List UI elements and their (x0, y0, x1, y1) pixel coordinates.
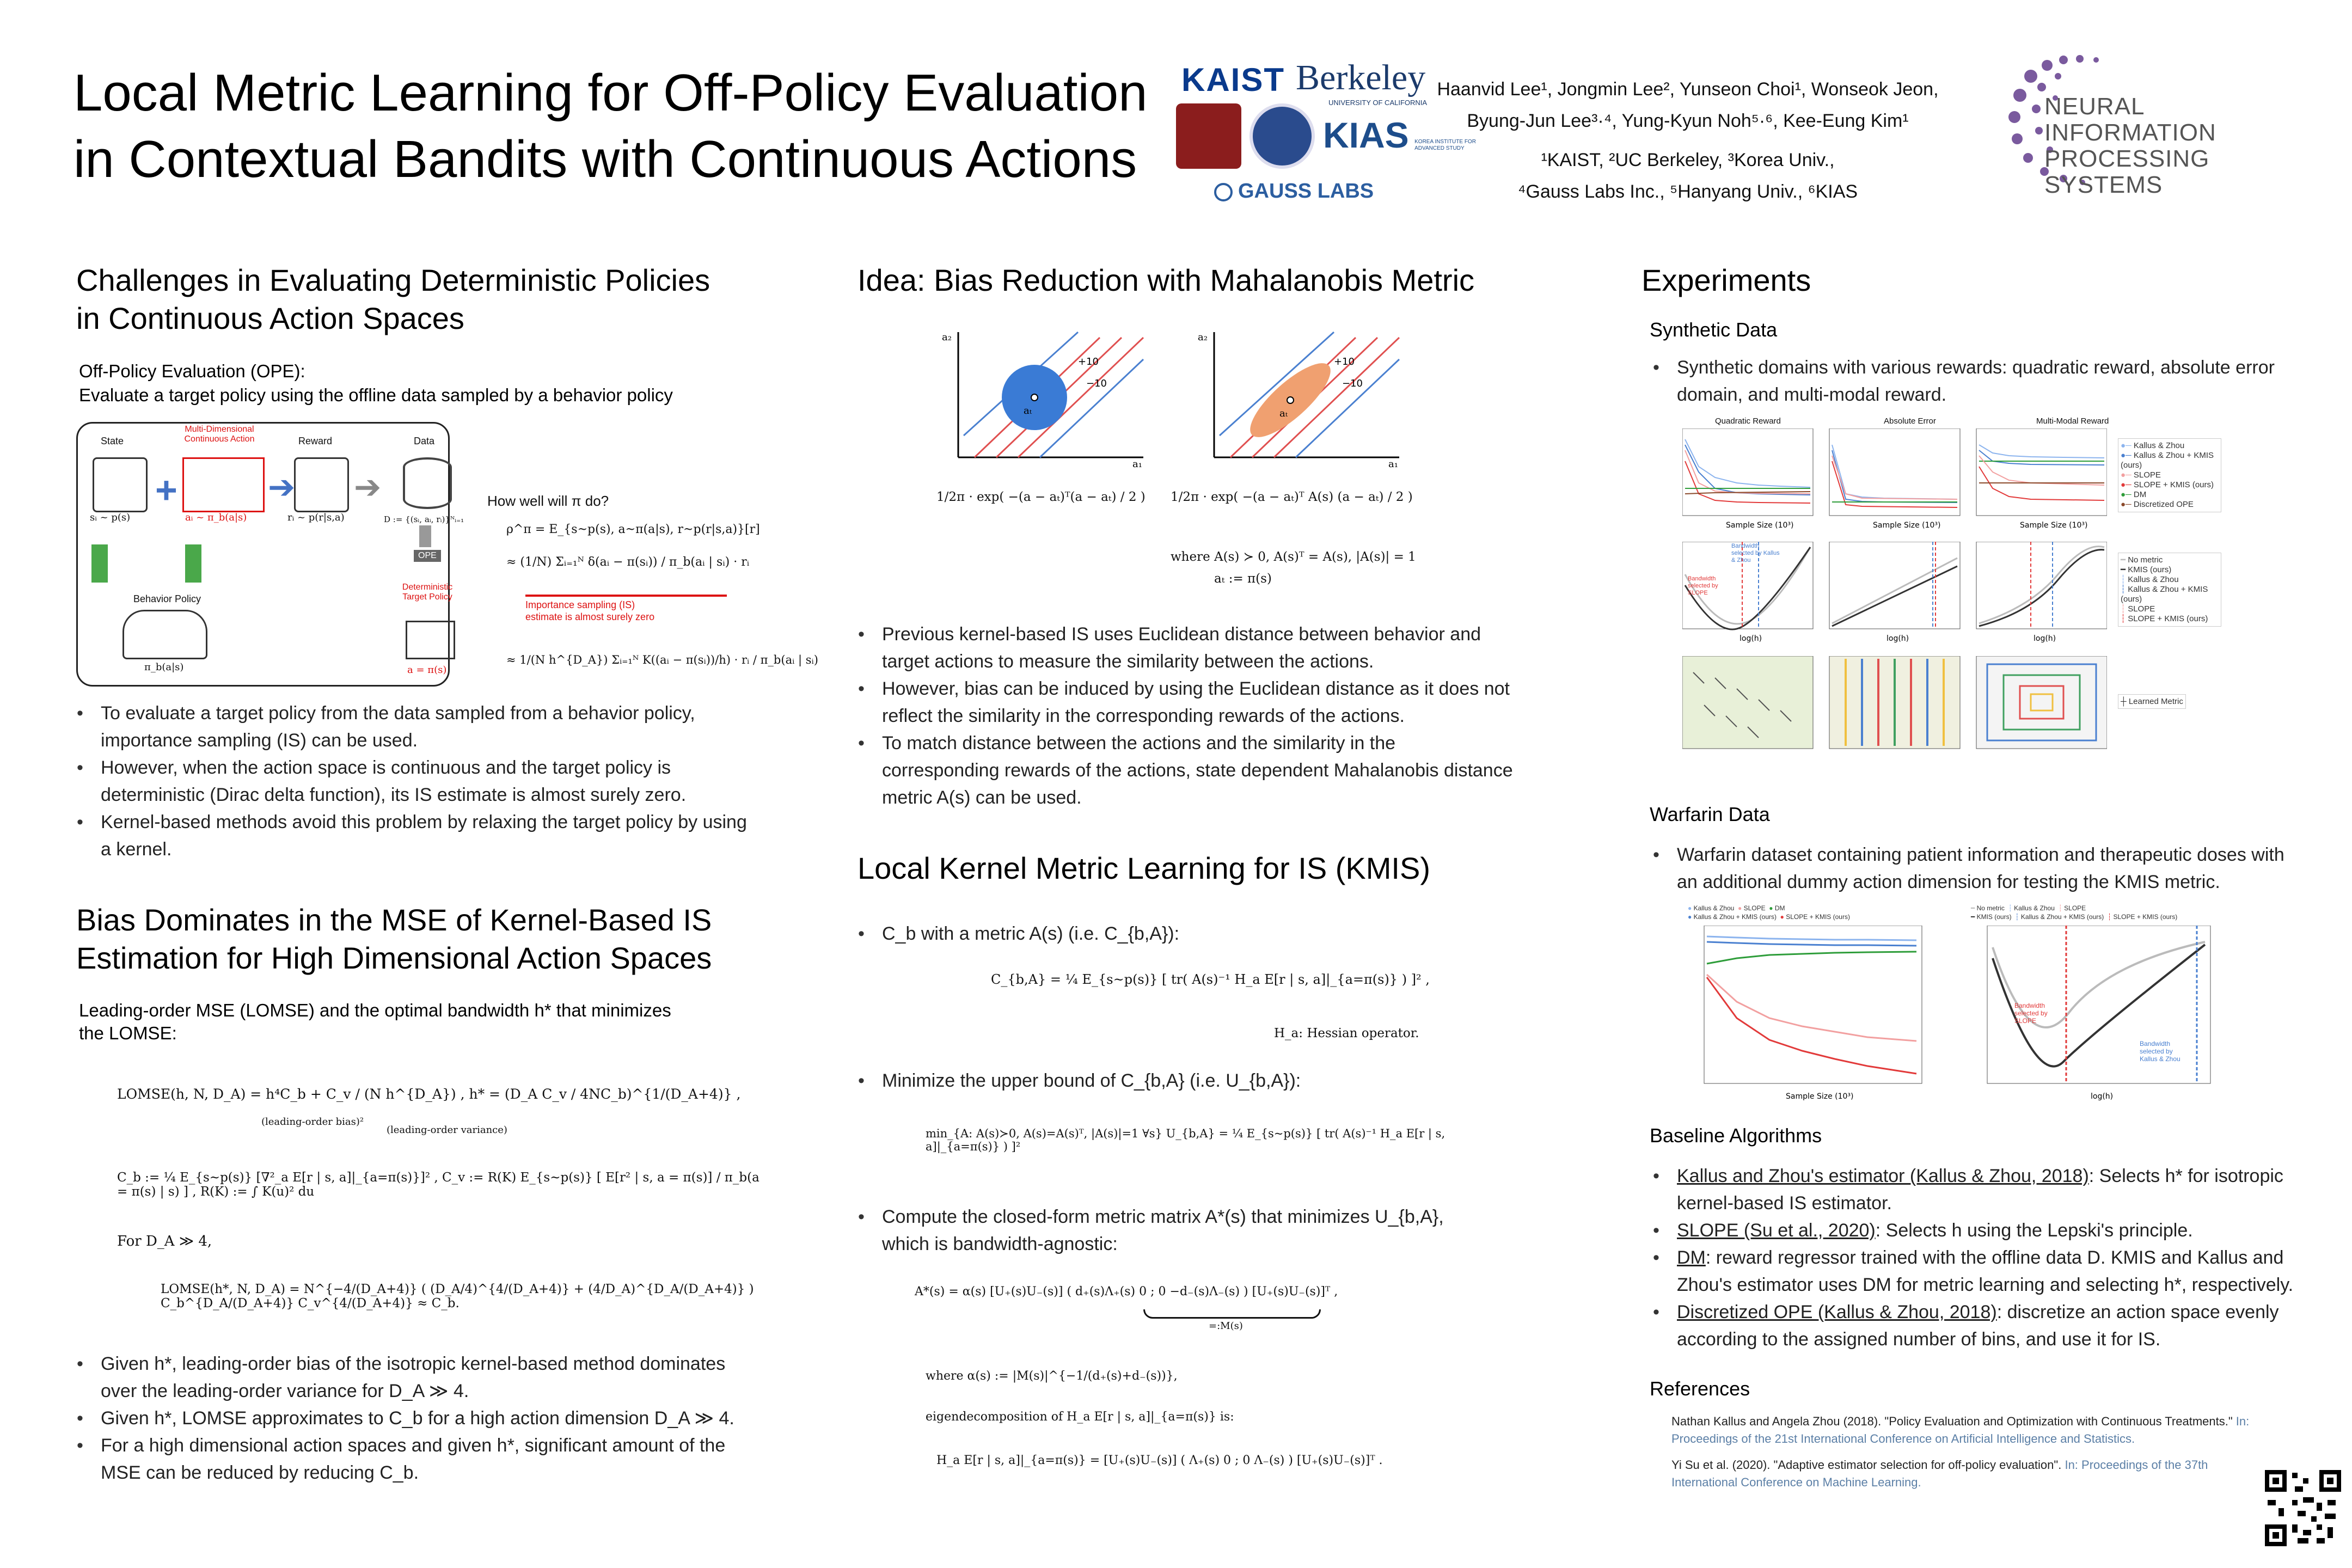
challenge-bullet-2: • However, when the action space is continuous and the target policy is deterministic (Dirac delta function), its IS estimate is almost surely zero. (101, 754, 749, 808)
baseline-item-slope (1677, 1217, 2319, 1244)
baseline-item-kz (1677, 1162, 2319, 1217)
behavior-policy-label: Behavior Policy (133, 593, 201, 604)
target-policy-math: a = π(s) (407, 664, 447, 676)
kias-wordmark: KIAS (1323, 115, 1409, 155)
war-legend1-text-4: DM (1774, 904, 1785, 912)
legend-2 (2118, 553, 2221, 627)
action-dist-label: aᵢ ~ π_b(a|s) (185, 512, 247, 523)
idea-bullet-2: • However, bias can be induced by using the Euclidean distance as it does not reflect the similarity in the corresponding rewards of the actions. (882, 675, 1514, 730)
left-minus10-label: −10 (1086, 378, 1107, 389)
legend2-text-3: Kallus & Zhou + KMIS (ours) (2121, 585, 2208, 604)
legend1-item-4: ●─ DM (2121, 490, 2147, 499)
neurips-text (2044, 94, 2308, 198)
reward-icon (294, 457, 349, 512)
challenge-bullet-3: • Kernel-based methods avoid this problem by relaxing the target policy by using a kernel. (101, 808, 749, 863)
bias-bullets (68, 1350, 749, 1486)
metric-plot-3 (1976, 656, 2107, 749)
legend2-item-4: ┆ SLOPE (2121, 604, 2155, 614)
legend2-item-0: ━ No metric (2121, 555, 2163, 565)
neurips-line-1: NEURAL INFORMATION (2044, 93, 2216, 146)
right-at-label: aₜ (1279, 408, 1288, 419)
war-x-label-logh: log(h) (2091, 1092, 2114, 1101)
kmis-bullet-2 (849, 1067, 1514, 1094)
plus-icon: + (155, 469, 177, 511)
legend1-item-2: ●─ SLOPE (2121, 470, 2161, 480)
section-kmis-title: Local Kernel Metric Learning for IS (KMIS) (857, 851, 1430, 885)
warfarin-mse-plot (1688, 904, 1933, 1105)
war-legend2-text-1: KMIS (ours) (1976, 913, 2012, 921)
eq-lomse: LOMSE(h, N, D_A) = h⁴C_b + C_v / (N h^{D_A}) , h* = (D_A C_v / 4NC_b)^{1/(D_A+4)} , (117, 1086, 741, 1102)
baseline-link-slope[interactable]: SLOPE (Su et al., 2020) (1677, 1220, 1876, 1241)
mse-plot-3 (1976, 428, 2107, 516)
right-minus10-label: −10 (1342, 378, 1363, 389)
eq-eig: H_a E[r | s, a]|_{a=π(s)} = [U₊(s)U₋(s)] ( Λ₊(s) 0 ; 0 Λ₋(s) ) [U₊(s)U₋(s)]ᵀ . (936, 1454, 1383, 1467)
kmis-item-3-line-1: Compute the closed-form metric matrix A*(s) that minimizes U_{b,A}, (882, 1206, 1444, 1227)
legend-3: ┼ Learned Metric (2118, 694, 2186, 709)
metric-plot-1 (1682, 656, 1813, 749)
reference-1 (1671, 1413, 2254, 1448)
war-mse-svg (1693, 926, 1927, 1105)
war-x-label: Sample Size (10³) (1786, 1092, 1854, 1101)
legend1-text-0: Kallus & Zhou (2133, 441, 2185, 450)
left-plus10-label: +10 (1078, 356, 1099, 367)
eq-var-label: (leading-order variance) (387, 1124, 507, 1136)
left-axis-a2: a₂ (942, 332, 952, 343)
kmis-bullet-1 (849, 920, 1514, 947)
right-axis-a2: a₂ (1198, 332, 1208, 343)
kmis-list-1 (849, 920, 1514, 947)
x-label-logh-3: log(h) (2033, 634, 2056, 643)
astar-underbrace (1143, 1309, 1321, 1319)
baseline-desc-kz: : Selects h* for isotropic kernel-based IS estimator. (1677, 1166, 2283, 1214)
affil-line-1: ¹KAIST, ²UC Berkeley, ³Korea Univ., (1541, 150, 1835, 170)
reference-1-venue: In: Proceedings of the 21st International Conference on Artificial Intelligence and Statistics. (1671, 1414, 2250, 1445)
war-legend2-text-3: Kallus & Zhou + KMIS (ours) (2020, 913, 2104, 921)
eq-is: ≈ (1/N) Σᵢ₌₁ᴺ δ(aᵢ − π(sᵢ)) / π_b(aᵢ | sᵢ) · rᵢ (506, 555, 750, 569)
legend2-item-3: ┆ Kallus & Zhou + KMIS (ours) (2121, 585, 2208, 604)
left-axis-a1: a₁ (1132, 458, 1142, 468)
section-challenges-title-l2: in Continuous Action Spaces (76, 301, 464, 335)
ope-definition (79, 359, 673, 407)
authors-block (1394, 74, 1982, 207)
affil-line-2: ⁴Gauss Labs Inc., ⁵Hanyang Univ., ⁶KIAS (1517, 181, 1858, 202)
x-label-sample-1: Sample Size (10³) (1726, 521, 1794, 530)
baseline-desc-disc: : discretize an action space evenly according to the assigned number of bins, and use it for IS. (1677, 1302, 2279, 1350)
war-legend1-text-0: Kallus & Zhou (1693, 904, 1735, 912)
qr-code-icon[interactable] (2265, 1470, 2341, 1546)
war-legend2-text-4: SLOPE (2064, 904, 2086, 912)
eq-cba: C_{b,A} = ¼ E_{s~p(s)} [ tr( A(s)⁻¹ H_a E[r | s, a]|_{a=π(s)} ) ]² , (991, 972, 1430, 987)
gauss-labs-logo (1214, 180, 1374, 203)
doctors-icon (122, 610, 207, 659)
war-bw-slope-annot: Bandwidth selected by SLOPE (2014, 1002, 2048, 1025)
ope-def-line-2: Evaluate a target policy using the offline data sampled by a behavior policy (79, 385, 673, 405)
reference-2-venue: In: Proceedings of the 37th International Conference on Machine Learning. (1671, 1458, 2208, 1489)
arrow-right-icon: ➔ (268, 469, 296, 505)
legend2-text-0: No metric (2128, 555, 2163, 565)
left-target-point (1031, 394, 1038, 401)
gauss-wordmark: GAUSS LABS (1238, 180, 1374, 203)
war-mse-frame (1704, 926, 1922, 1083)
data-label: Data (414, 436, 435, 446)
war-legend-2: ━ No metric ┆ Kallus & Zhou ┆ SLOPE ━ KMIS (ours) ┆ Kallus & Zhou + KMIS (ours) ┆ SLOPE + KMIS (ours) (1971, 904, 2178, 921)
is-note-line-2: estimate is almost surely zero (525, 611, 655, 622)
lomse-intro (79, 999, 671, 1045)
section-idea-title: Idea: Bias Reduction with Mahalanobis Metric (857, 263, 1475, 297)
legend1-text-3: SLOPE + KMIS (ours) (2133, 480, 2214, 489)
warfarin-bullet: • Warfarin dataset containing patient information and therapeutic doses with an additional dummy action dimension for testing the KMIS metric. (1677, 841, 2303, 896)
behavior-policy-math: π_b(a|s) (144, 661, 184, 673)
legend2-item-5: ┆ SLOPE + KMIS (ours) (2121, 614, 2208, 623)
idea-bullet-1: • Previous kernel-based IS uses Euclidean distance between behavior and target actions to measure the similarity between the actions. (882, 621, 1514, 675)
bias-bullet-2: • Given h*, LOMSE approximates to C_b for a high action dimension D_A ≫ 4. (101, 1405, 749, 1432)
gauss-icon (1214, 183, 1233, 201)
legend1-item-1: ●─ Kallus & Zhou + KMIS (ours) (2121, 451, 2214, 470)
monitor-icon (406, 621, 455, 659)
legend2-text-4: SLOPE (2128, 604, 2155, 614)
x-label-logh-1: log(h) (1739, 634, 1762, 643)
right-plus10-label: +10 (1334, 356, 1355, 367)
kmis-item-1: • C_b with a metric A(s) (i.e. C_{b,A}): (882, 920, 1514, 947)
bias-list (68, 1350, 749, 1486)
challenge-bullet-1: • To evaluate a target policy from the data sampled from a behavior policy, importance sampling (IS) can be used. (101, 700, 749, 754)
war-legend2-text-5: SLOPE + KMIS (ours) (2113, 913, 2178, 921)
section-bias-title-l2: Estimation for High Dimensional Action Spaces (76, 941, 712, 975)
eq-ms: =:M(s) (1209, 1320, 1243, 1332)
war-legend1-text-2: SLOPE (1743, 904, 1766, 912)
eq-where-a: where A(s) ≻ 0, A(s)ᵀ = A(s), |A(s)| = 1 (1171, 550, 1416, 564)
warfarin-list (1644, 841, 2303, 896)
baseline-link-dm[interactable]: DM (1677, 1247, 1706, 1268)
section-experiments-title: Experiments (1641, 263, 1811, 297)
learned-metric-row (1682, 656, 2107, 765)
baseline-desc-slope: : Selects h using the Lepski's principle. (1875, 1220, 2193, 1241)
question: How well will π do? (487, 493, 609, 509)
eq-astar: A*(s) = α(s) [U₊(s)U₋(s)] ( d₊(s)Λ₊(s) 0 ; 0 −d₋(s)Λ₋(s) ) [U₊(s)U₋(s)]ᵀ , (915, 1285, 1338, 1298)
lomse-intro-line-1: Leading-order MSE (LOMSE) and the optimal bandwidth h* that minimizes (79, 1000, 671, 1020)
legend1-text-1: Kallus & Zhou + KMIS (ours) (2121, 451, 2214, 470)
baseline-desc-dm: : reward regressor trained with the offline data D. KMIS and Kallus and Zhou's estimator uses DM for metric learning and selecting h*, respectively. (1677, 1247, 2294, 1295)
baseline-list (1644, 1162, 2319, 1353)
plot-title-quadratic: Quadratic Reward (1715, 416, 1781, 426)
legend1-item-5: ●─ Discretized OPE (2121, 500, 2194, 509)
state-label: State (101, 436, 124, 446)
ope-def-line-1: Off-Policy Evaluation (OPE): (79, 361, 305, 381)
bw-kz-annot: Bandwidth selected by Kallus & Zhou (1731, 543, 1780, 564)
lomse-intro-line-2: the LOMSE: (79, 1023, 177, 1043)
legend2-item-1: ━ KMIS (ours) (2121, 565, 2172, 574)
right-axis-a1: a₁ (1388, 458, 1398, 468)
bw-plot-2 (1829, 542, 1960, 629)
war-legend-1: ● Kallus & Zhou ● SLOPE ● DM ● Kallus & Zhou + KMIS (ours) ● SLOPE + KMIS (ours) (1688, 904, 1850, 921)
hanyang-univ-seal (1250, 103, 1315, 169)
target-policy-label: Deterministic Target Policy (402, 583, 453, 602)
legend2-text-5: SLOPE + KMIS (ours) (2128, 614, 2208, 623)
war-legend1-text-1: Kallus & Zhou + KMIS (ours) (1693, 913, 1777, 921)
berkeley-subtitle: UNIVERSITY OF CALIFORNIA (1328, 99, 1428, 107)
is-underline (525, 595, 727, 597)
warfarin-bullets (1644, 841, 2303, 896)
plot-title-multimodal: Multi-Modal Reward (2036, 416, 2109, 426)
idea-bullets (849, 621, 1514, 811)
baseline-bullets (1644, 1162, 2319, 1353)
synthetic-title: Synthetic Data (1650, 318, 1778, 341)
legend3-text-0: Learned Metric (2128, 697, 2183, 706)
section-challenges-title (76, 261, 784, 338)
x-label-sample-2: Sample Size (10³) (1873, 521, 1941, 530)
is-note-line-1: Importance sampling (IS) (525, 599, 635, 610)
challenges-list (68, 700, 749, 863)
neurips-logo (1982, 44, 2308, 196)
reward-label: Reward (298, 436, 333, 446)
warfarin-title: Warfarin Data (1650, 803, 1770, 825)
legend1-text-4: DM (2133, 490, 2147, 499)
authors-line-2: Byung-Jun Lee³·⁴, Yung-Kyun Noh⁵·⁶, Kee-Eung Kim¹ (1467, 111, 1909, 131)
eq-lomse-opt: LOMSE(h*, N, D_A) = N^{−4/(D_A+4)} ( (D_A/4)^{4/(D_A+4)} + (4/D_A)^{D_A/(D_A+4)} ) C_b^{D_A/(D_A+4)} C_v^{4/(D_A+4)} ≈ C_b. (161, 1282, 754, 1310)
bw-plot-3 (1976, 542, 2107, 629)
eq-for: For D_A ≫ 4, (117, 1233, 212, 1250)
eq-rho: ρ^π = E_{s~p(s), a~π(a|s), r~p(r|s,a)}[r] (506, 523, 760, 536)
legend1-text-2: SLOPE (2133, 470, 2161, 480)
legend1-item-3: ●─ SLOPE + KMIS (ours) (2121, 480, 2214, 489)
legend-1 (2118, 438, 2221, 512)
kmis-list-2 (849, 1067, 1514, 1094)
database-icon (403, 457, 452, 509)
arrow-to-data-icon: ➔ (354, 469, 382, 505)
reference-1-main: Nathan Kallus and Angela Zhou (2018). "Policy Evaluation and Optimization with Continuous Treatments." (1671, 1414, 2233, 1428)
left-at-label: aₜ (1024, 405, 1032, 416)
section-bias-title-l1: Bias Dominates in the MSE of Kernel-Based IS (76, 903, 712, 937)
poster-title (74, 60, 1152, 193)
bw-slope-annot: Bandwidth selected by SLOPE (1688, 575, 1718, 596)
dataset-label: D := {(sᵢ, aᵢ, rᵢ)}ᴺᵢ₌₁ (384, 514, 464, 524)
section-challenges-title-l1: Challenges in Evaluating Deterministic Policies (76, 263, 710, 297)
eq-minimize: min_{A: A(s)≻0, A(s)=A(s)ᵀ, |A(s)|=1 ∀s} U_{b,A} = ¼ E_{s~p(s)} [ tr( A(s)⁻¹ H_a E[r | s, a]|_{a=π(s)} ) ]² (926, 1127, 1445, 1153)
eq-alpha: where α(s) := |M(s)|^{−1/(d₊(s)+d₋(s))}, (926, 1369, 1178, 1383)
idea-bullet-3: • To match distance between the actions and the similarity in the corresponding rewards of the actions, state dependent Mahalanobis distance metric A(s) can be used. (882, 730, 1514, 811)
kmis-item-3-line-2: which is bandwidth-agnostic: (882, 1234, 1118, 1254)
plot-title-abserr: Absolute Error (1884, 416, 1936, 426)
legend2-text-2: Kallus & Zhou (2128, 575, 2179, 584)
synthetic-plots (1666, 416, 2214, 770)
eq-bias-label: (leading-order bias)² (261, 1116, 364, 1128)
up-arrow-icon (185, 544, 201, 583)
neurips-line-2: PROCESSING SYSTEMS (2044, 145, 2210, 198)
eq-kernel: ≈ 1/(N h^{D_A}) Σᵢ₌₁ᴺ K((aᵢ − π(sᵢ))/h) · rᵢ / π_b(aᵢ | sᵢ) (506, 653, 818, 666)
challenges-bullets (68, 700, 749, 863)
war-legend2-text-0: No metric (1976, 904, 2005, 912)
authors-line-1: Haanvid Lee¹, Jongmin Lee², Yunseon Choi¹, Wonseok Jeon, (1437, 79, 1939, 100)
state-icon (93, 457, 148, 512)
legend1-item-0: ●─ Kallus & Zhou (2121, 441, 2185, 450)
ope-badge: OPE (414, 550, 441, 562)
bias-bullet-1: • Given h*, leading-order bias of the isotropic kernel-based method dominates over the leading-order variance for D_A ≫ 4. (101, 1350, 749, 1405)
war-legend2-text-2: Kallus & Zhou (2014, 904, 2055, 912)
baseline-link-kz[interactable]: Kallus and Zhou's estimator (Kallus & Zhou, 2018) (1677, 1166, 2089, 1186)
kmis-list-3 (849, 1203, 1514, 1258)
legend2-item-2: ┆ Kallus & Zhou (2121, 575, 2179, 584)
action-label: Multi-Dimensional Continuous Action (184, 425, 255, 444)
kmis-bullet-3 (849, 1203, 1514, 1258)
reference-2-main: Yi Su et al. (2020). "Adaptive estimator selection for off-policy evaluation". (1671, 1458, 2062, 1472)
eq-cb-cv: C_b := ¼ E_{s~p(s)} [∇²_a E[r | s, a]|_{a=π(s)}]² , C_v := R(K) E_{s~p(s)} [ E[r² | s, a = π(s)] / π_b(a = π(s) | s) ] , R(K) := ∫ K(u)² du (117, 1171, 759, 1199)
x-label-sample-3: Sample Size (10³) (2020, 521, 2088, 530)
bias-bullet-3: • For a high dimensional action spaces and given h*, significant amount of the MSE can be reduced by reducing C_b. (101, 1432, 749, 1486)
war-bw-svg (1976, 926, 2216, 1105)
synthetic-list (1644, 354, 2303, 408)
war-legend1-text-3: SLOPE + KMIS (ours) (1786, 913, 1850, 921)
baseline-item-disc (1677, 1298, 2319, 1353)
berkeley-wordmark: Berkeley (1296, 58, 1426, 97)
eq-eig-intro: eigendecomposition of H_a E[r | s, a]|_{a=π(s)} is: (926, 1410, 1234, 1424)
is-note (525, 599, 654, 623)
korea-univ-seal (1176, 103, 1241, 169)
section-bias-title (76, 901, 784, 977)
title-line-1: Local Metric Learning for Off-Policy Evaluation (74, 64, 1148, 122)
action-icon (182, 457, 265, 512)
legend1-text-5: Discretized OPE (2133, 500, 2194, 509)
idea-list (849, 621, 1514, 811)
warfarin-bw-plot (1971, 904, 2221, 1105)
legend2-text-1: KMIS (ours) (2128, 565, 2172, 574)
war-bw-kz-annot: Bandwidth selected by Kallus & Zhou (2140, 1040, 2180, 1063)
mse-curves-row (1682, 428, 2107, 532)
euclidean-kernel-figure (942, 327, 1149, 468)
x-label-logh-2: log(h) (1886, 634, 1909, 643)
mahalanobis-kernel-figure (1198, 327, 1405, 468)
down-arrow-ope-icon (419, 525, 431, 547)
eq-hessian: H_a: Hessian operator. (1274, 1026, 1419, 1040)
eq-gauss-euclid: 1/2π · exp( −(a − aₜ)ᵀ(a − aₜ) / 2 ) (936, 490, 1146, 504)
baseline-item-dm (1677, 1244, 2319, 1298)
kmis-item-2: • Minimize the upper bound of C_{b,A} (i.e. U_{b,A}): (882, 1067, 1514, 1094)
kias-subtitle: KOREA INSTITUTE FOR ADVANCED STUDY (1414, 138, 1476, 151)
synthetic-bullet: • Synthetic domains with various rewards: quadratic reward, absolute error domain, and multi-modal reward. (1677, 354, 2303, 408)
baseline-title: Baseline Algorithms (1650, 1124, 1822, 1147)
right-target-point (1287, 397, 1294, 403)
kmis-item-3 (882, 1203, 1514, 1258)
reference-2 (1671, 1456, 2254, 1491)
eq-at: aₜ := π(s) (1214, 572, 1272, 586)
references-title: References (1650, 1377, 1750, 1400)
title-line-2: in Contextual Bandits with Continuous Actions (74, 130, 1137, 188)
down-arrow-icon (91, 544, 108, 583)
kaist-logo: KAIST (1181, 62, 1285, 98)
reward-dist-label: rᵢ ~ p(r|s,a) (287, 512, 345, 523)
baseline-link-disc[interactable]: Discretized OPE (Kallus & Zhou, 2018) (1677, 1302, 1997, 1322)
state-dist-label: sᵢ ~ p(s) (90, 512, 131, 523)
eq-gauss-maha: 1/2π · exp( −(a − aₜ)ᵀ A(s) (a − aₜ) / 2 ) (1171, 490, 1413, 504)
synthetic-bullets (1644, 354, 2303, 408)
